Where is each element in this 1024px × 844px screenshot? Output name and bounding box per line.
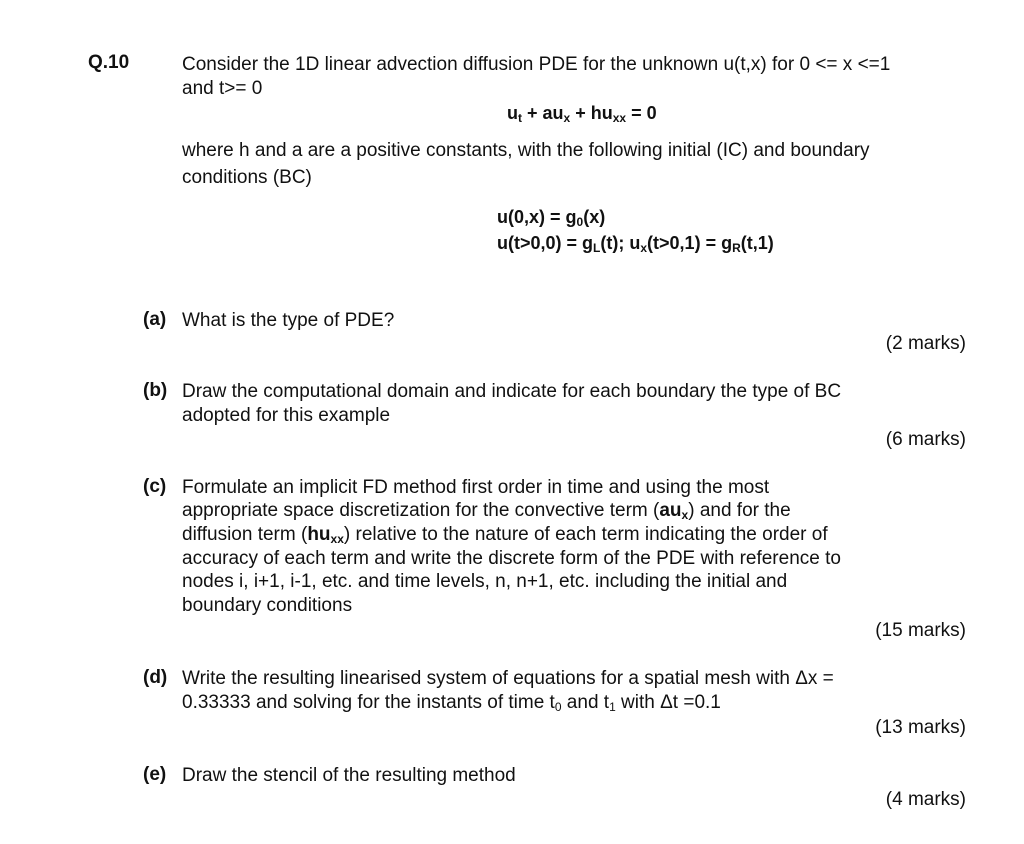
part-a-marks: (2 marks): [885, 333, 966, 354]
part-b-marks: (6 marks): [885, 429, 966, 450]
part-d-line-1: Write the resulting linearised system of equations for a spatial mesh with Δx =: [182, 668, 834, 689]
part-b-line-1: Draw the computational domain and indicate for each boundary the type of BC: [182, 381, 842, 402]
part-e-text: Draw the stencil of the resulting method: [182, 765, 516, 786]
where-line-2: conditions (BC): [182, 167, 312, 188]
part-c-line-6: boundary conditions: [182, 595, 353, 616]
intro-line-2: and t>= 0: [182, 78, 263, 99]
part-a-text: What is the type of PDE?: [182, 310, 395, 331]
where-line-1: where h and a are a positive constants, with the following initial (IC) and boundary: [182, 140, 870, 161]
part-c-line-5: nodes i, i+1, i-1, etc. and time levels, n, n+1, etc. including the initial and: [182, 571, 788, 592]
question-number: Q.10: [88, 52, 130, 73]
part-d-line-2: 0.33333 and solving for the instants of time $t_0$ and $t_1$ with Δt =0.1: [182, 692, 721, 714]
part-b-label: (b): [143, 380, 168, 401]
part-c-line-2: appropriate space discretization for the convective term $(au_x)$ and for the: [182, 500, 791, 522]
part-d-marks: (13 marks): [875, 717, 966, 738]
part-c-marks: (15 marks): [875, 620, 966, 641]
initial-condition: $u(0,x) = g_0(x)$: [497, 207, 606, 229]
part-c-label: (c): [143, 476, 167, 497]
part-d-label: (d): [143, 667, 168, 688]
pde-equation: $u_t + au_x + hu_{xx} = 0$: [507, 103, 657, 125]
boundary-conditions: $u(t>0,0) = g_L(t)$; $u_x(t>0,1) = g_R(t,1)$: [497, 233, 774, 255]
part-e-marks: (4 marks): [885, 789, 966, 810]
part-c-line-4: accuracy of each term and write the discrete form of the PDE with reference to: [182, 548, 841, 569]
part-c-line-3: diffusion term $(hu_{xx})$ relative to the nature of each term indicating the order of: [182, 524, 828, 546]
part-e-label: (e): [143, 764, 167, 785]
part-c-line-1: Formulate an implicit FD method first order in time and using the most: [182, 477, 770, 498]
intro-line-1: Consider the 1D linear advection diffusion PDE for the unknown u(t,x) for 0 <= x <=1: [182, 54, 891, 75]
part-b-line-2: adopted for this example: [182, 405, 391, 426]
part-a-label: (a): [143, 309, 167, 330]
